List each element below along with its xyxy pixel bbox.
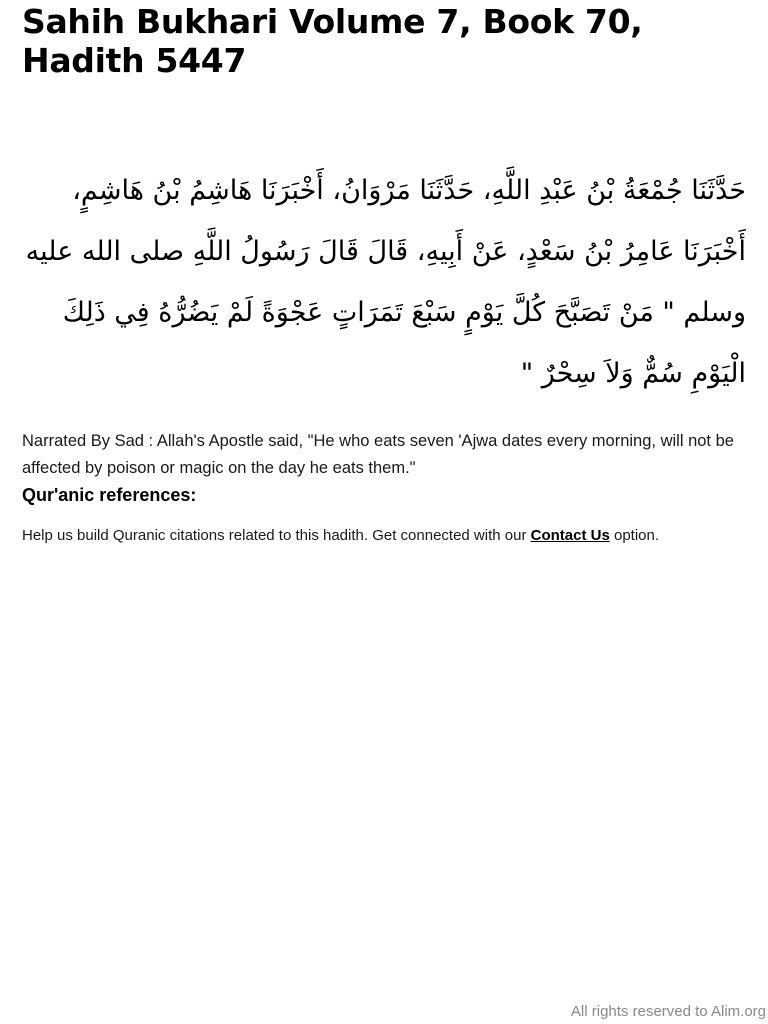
copyright-footer: All rights reserved to Alim.org <box>570 1003 766 1020</box>
page-title: Sahih Bukhari Volume 7, Book 70, Hadith 5447 <box>22 2 643 80</box>
help-text-prefix: Help us build Quranic citations related to this hadith. Get connected with our <box>22 527 531 544</box>
quranic-references-heading: Qur'anic references: <box>22 485 197 505</box>
citation-help-text <box>22 525 752 547</box>
contact-us-link[interactable]: Contact Us <box>530 527 610 544</box>
english-narration: Narrated By Sad : Allah's Apostle said, "He who eats seven 'Ajwa dates every morning, will not be affected by poison or magic on the day he eats them." <box>22 432 734 477</box>
arabic-hadith-text: حَدَّثَنَا جُمْعَةُ بْنُ عَبْدِ اللَّهِ، حَدَّثَنَا مَرْوَانُ، أَخْبَرَنَا هَاشِمُ بْنُ هَاشِمٍ، أَخْبَرَنَا عَامِرُ بْنُ سَعْدٍ، عَنْ أَبِيهِ، قَالَ قَالَ رَسُولُ اللَّهِ صلى الله عليه وسلم " مَنْ تَصَبَّحَ كُلَّ يَوْمٍ سَبْعَ تَمَرَاتٍ عَجْوَةً لَمْ يَضُرُّهُ فِي ذَلِكَ الْيَوْمِ سُمٌّ وَلاَ سِحْرٌ " <box>25 175 746 389</box>
help-text-suffix: option. <box>609 527 660 544</box>
